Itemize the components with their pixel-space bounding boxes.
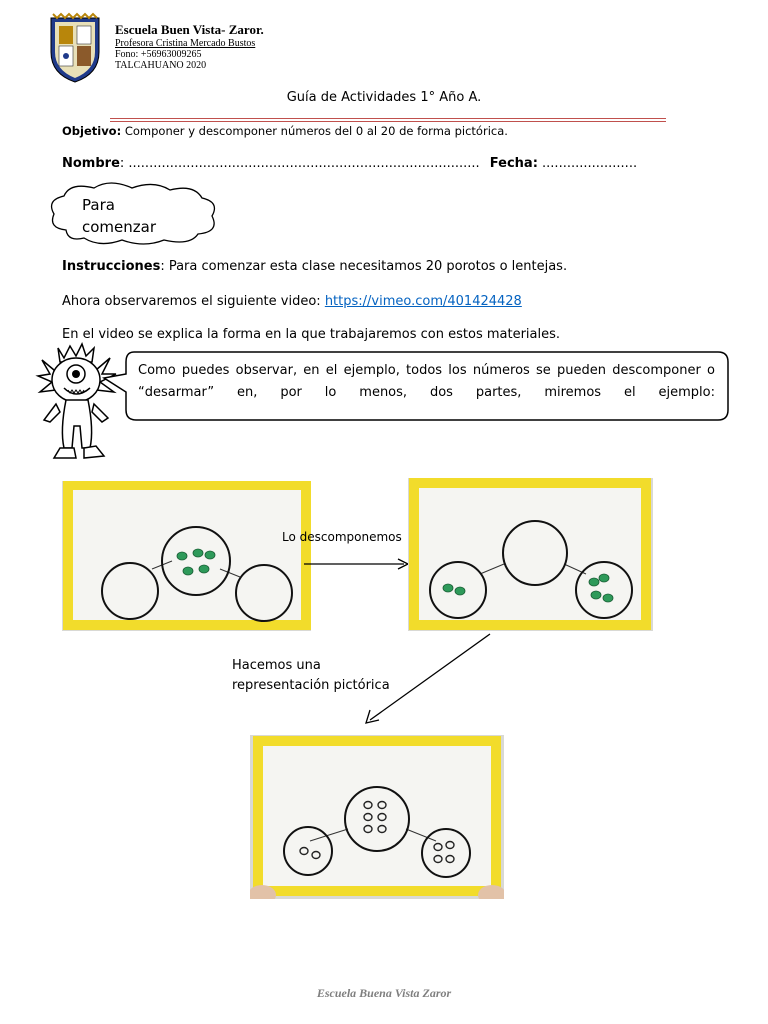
title-divider: [110, 118, 666, 119]
photo-pictorial-representation: [250, 735, 504, 899]
objective-line: [62, 124, 508, 138]
phone-number: Fono: +56963009265: [115, 49, 202, 60]
city-year: TALCAHUANO 2020: [115, 60, 207, 71]
page-footer: Escuela Buena Vista Zaror: [316, 986, 452, 1000]
name-field[interactable]: : .....................................................................................: [119, 156, 480, 171]
arrow-right-icon: [300, 556, 412, 572]
video-line: [62, 294, 522, 309]
video-link[interactable]: https://vimeo.com/401424428: [324, 294, 522, 309]
caption-pictorial-line1: Hacemos una: [232, 658, 321, 673]
name-label: Nombre: [62, 156, 120, 171]
school-crest-logo: [45, 12, 105, 84]
caption-decompose: Lo descomponemos: [282, 530, 402, 544]
photo-beans-decomposed: [408, 478, 653, 631]
page-title: Guía de Actividades 1° Año A.: [286, 90, 482, 105]
photo-beans-composed: [62, 481, 311, 631]
explanation-line: En el video se explica la forma en la que trabajaremos con estos materiales.: [62, 327, 561, 342]
school-name: Escuela Buen Vista- Zaror.: [115, 22, 264, 37]
objective-label: Objetivo:: [62, 124, 122, 138]
instructions-line: [62, 259, 567, 274]
caption-pictorial: [232, 656, 390, 696]
speech-bubble-text: Como puedes observar, en el ejemplo, todos los números se pueden descomponer o “desarmar” en, por lo menos, dos partes, miremos el ejemplo:: [138, 363, 715, 400]
cloud-text: Para comenzar: [82, 196, 157, 236]
name-date-line: [62, 156, 637, 171]
instructions-text: : Para comenzar esta clase necesitamos 20 porotos o lentejas.: [160, 259, 568, 274]
caption-pictorial-line2: representación pictórica: [232, 678, 390, 693]
video-text: Ahora observaremos el siguiente video:: [62, 294, 325, 309]
teacher-name: Profesora Cristina Mercado Bustos: [115, 38, 256, 49]
title-divider-2: [110, 121, 666, 122]
date-field[interactable]: .......................: [537, 156, 638, 171]
instructions-label: Instrucciones: [62, 259, 161, 274]
objective-text: Componer y descomponer números del 0 al 20 de forma pictórica.: [121, 124, 508, 138]
date-label: Fecha:: [489, 156, 538, 171]
